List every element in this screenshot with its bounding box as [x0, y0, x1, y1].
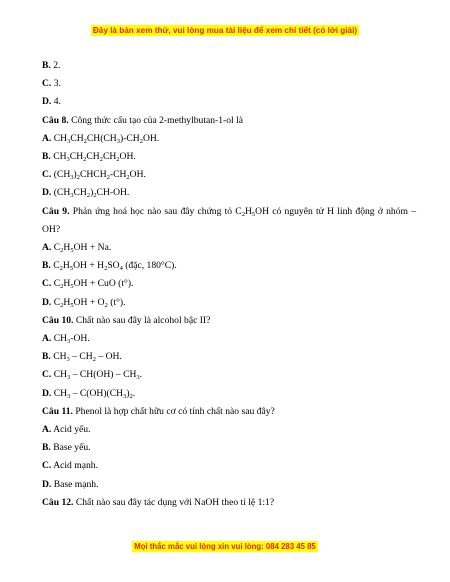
question-11	[42, 403, 416, 421]
question-12	[42, 494, 416, 512]
q10-option-c: C. $CH_3 - CH(OH) - CH_3$.	[42, 369, 143, 382]
question-text: Công thức cấu tạo của 2-methylbutan-1-ol là	[71, 114, 244, 126]
q7-option-c: C. 3.	[42, 78, 61, 90]
question-label: Câu 12.	[42, 496, 74, 508]
question-10	[42, 312, 416, 330]
contact-footer-text: Mọi thắc mắc vui lòng xin vui lòng: 084 283 45 85	[134, 542, 316, 551]
document-body	[42, 57, 416, 512]
preview-banner	[0, 20, 450, 38]
q9-option-c: C. $C_2H_5OH$ + CuO (t°).	[42, 278, 134, 291]
question-text: Chất nào sau đây tác dụng với NaOH theo tỉ lệ 1:1?	[75, 496, 275, 508]
question-8	[42, 112, 416, 130]
q11-option-d: D. Base mạnh.	[42, 478, 99, 490]
q10-option-d: D. $CH_3 - C(OH)(CH_3)_2$.	[42, 387, 136, 400]
q8-option-d: D. $(CH_3CH_2)_2CH-OH$.	[42, 187, 130, 200]
question-label: Câu 8.	[42, 114, 69, 126]
question-label: Câu 9.	[42, 205, 70, 217]
question-9	[42, 203, 416, 239]
question-text: Phản ứng hoá học nào sau đây chứng tỏ $C_2H_5OH$ có nguyên tử H linh động ở nhóm –OH?	[42, 205, 416, 235]
q11-option-a: A. Acid yếu.	[42, 424, 91, 436]
q11-option-b: B. Base yếu.	[42, 442, 91, 454]
q8-option-b: B. $CH_3CH_2CH_2CH_2OH$.	[42, 151, 136, 164]
question-text: Chất nào sau đây là alcohol bậc II?	[75, 314, 211, 326]
question-label: Câu 11.	[42, 405, 73, 417]
q9-option-d: D. $C_2H_5OH + O_2$ (t°).	[42, 296, 126, 309]
contact-footer	[0, 536, 450, 554]
q8-option-c: C. $(CH_3)_2CHCH_2-CH_2OH$.	[42, 169, 146, 182]
question-text: Phenol là hợp chất hữu cơ có tính chất nào sau đây?	[75, 405, 275, 417]
q10-option-a: A. $CH_3-OH$.	[42, 333, 90, 346]
preview-banner-text: Đây là bản xem thử, vui lòng mua tài liệu để xem chi tiết (có lời giải)	[92, 26, 358, 35]
q7-option-b: B. 2.	[42, 60, 61, 71]
q7-option-d: D. 4.	[42, 96, 61, 108]
q11-option-c: C. Acid mạnh.	[42, 460, 98, 472]
q9-option-a: A. $C_2H_5OH + Na$.	[42, 242, 112, 255]
q9-option-b: B. $C_2H_5OH + H_2SO_4$ (đặc, 180°C).	[42, 260, 177, 273]
q10-option-b: B. $CH_3 - CH_2$ – OH.	[42, 351, 122, 364]
q8-option-a: A. $CH_3CH_2CH(CH_3)-CH_2OH$.	[42, 132, 160, 145]
question-label: Câu 10.	[42, 314, 74, 326]
